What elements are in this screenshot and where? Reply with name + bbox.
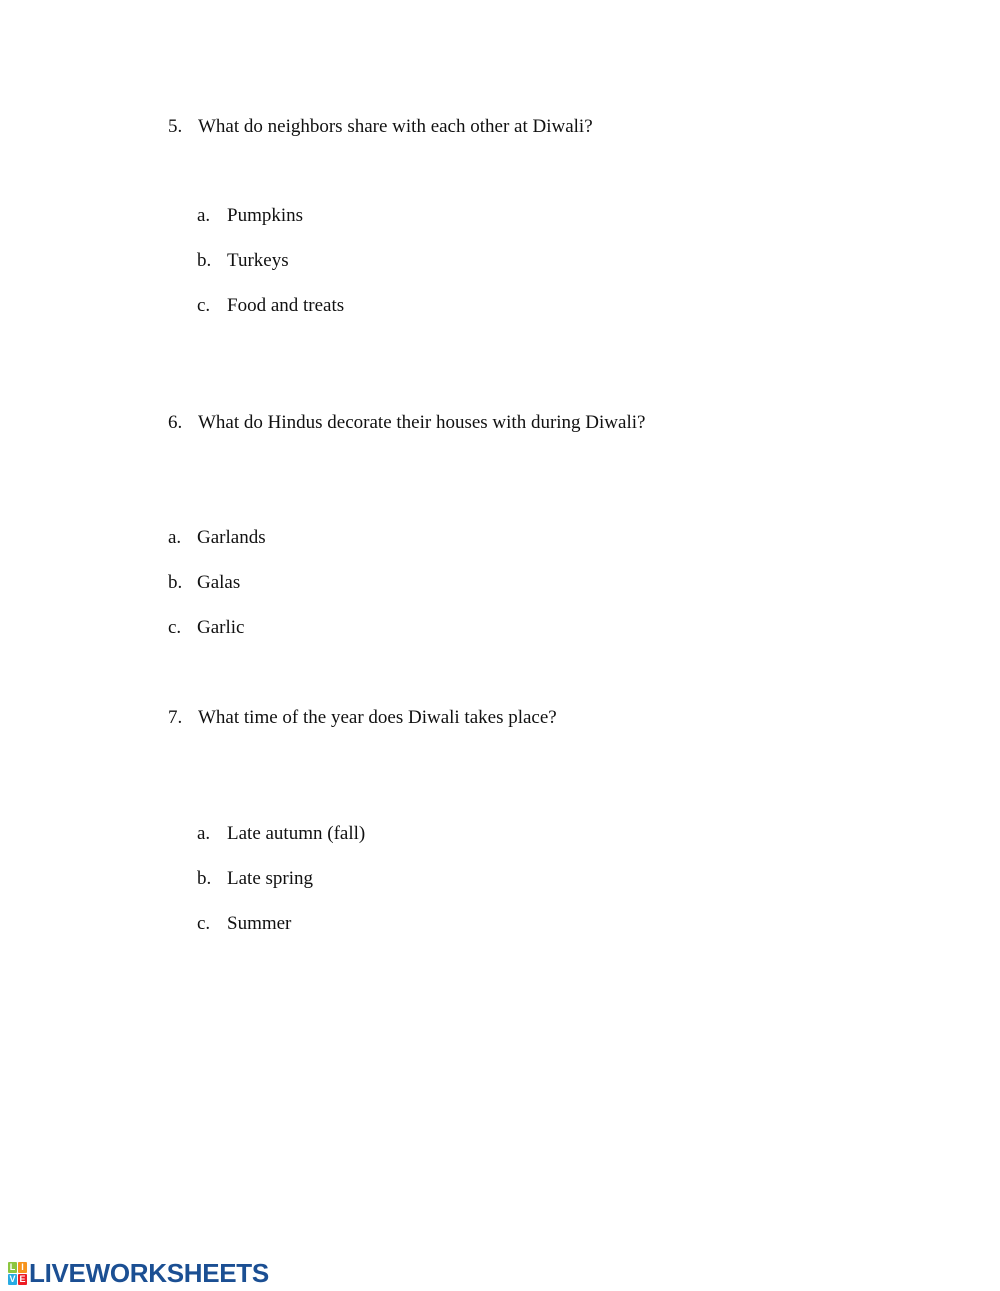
option-text: Turkeys [227, 250, 289, 271]
option-letter: a. [168, 527, 182, 548]
option-text: Pumpkins [227, 205, 304, 226]
option-6c[interactable] [168, 616, 468, 640]
option-7c[interactable] [197, 912, 497, 936]
option-letter: c. [197, 913, 211, 934]
question-6 [168, 411, 818, 435]
option-6a[interactable] [168, 526, 468, 550]
option-5b[interactable] [197, 249, 497, 273]
option-5c[interactable] [197, 294, 497, 318]
option-text: Garlands [197, 527, 266, 548]
question-7 [168, 706, 768, 730]
option-text: Late spring [227, 868, 314, 889]
question-text: What do Hindus decorate their houses with during Diwali? [198, 412, 646, 433]
option-text: Garlic [197, 617, 245, 638]
option-7a[interactable] [197, 822, 497, 846]
option-letter: c. [197, 295, 211, 316]
option-5a[interactable] [197, 204, 497, 228]
option-6b[interactable] [168, 571, 468, 595]
option-letter: b. [168, 572, 183, 593]
logo-mark-icon [8, 1262, 27, 1285]
logo-mark-v: V [9, 1273, 16, 1284]
question-number: 6. [168, 412, 183, 433]
option-letter: a. [197, 205, 211, 226]
question-number: 7. [168, 707, 183, 728]
option-text: Galas [197, 572, 241, 593]
logo-mark-l: L [9, 1261, 16, 1272]
question-number: 5. [168, 116, 183, 137]
logo-mark-i: I [18, 1262, 27, 1273]
logo-text: LIVEWORKSHEETS [29, 1257, 269, 1288]
question-text: What do neighbors share with each other at Diwali? [198, 116, 593, 137]
option-letter: a. [197, 823, 211, 844]
option-letter: c. [168, 617, 182, 638]
question-5 [168, 115, 768, 139]
option-7b[interactable] [197, 867, 497, 891]
option-text: Late autumn (fall) [227, 823, 366, 844]
option-letter: b. [197, 868, 212, 889]
liveworksheets-logo[interactable] [8, 1258, 269, 1288]
option-text: Food and treats [227, 295, 345, 316]
question-text: What time of the year does Diwali takes place? [198, 707, 557, 728]
option-text: Summer [227, 913, 292, 934]
option-letter: b. [197, 250, 212, 271]
logo-mark-e: E [19, 1273, 26, 1284]
